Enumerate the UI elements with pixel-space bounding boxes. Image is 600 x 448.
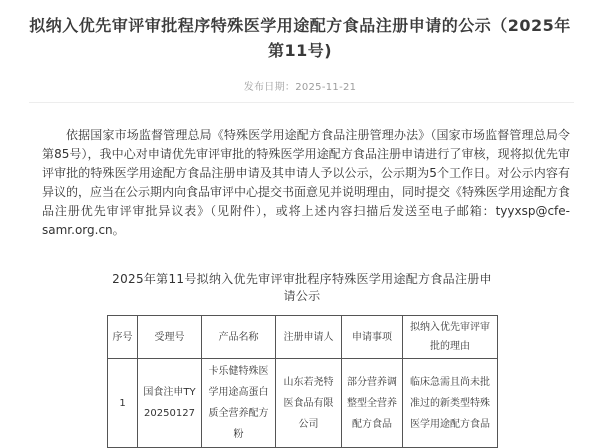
cell-product-name: 卡乐健特殊医学用途高蛋白质全营养配方粉 [202, 359, 276, 448]
table-row [108, 359, 498, 448]
publish-date-value: 2025-11-21 [295, 82, 357, 93]
publish-date-label: 发布日期： [243, 82, 296, 93]
header-divider [29, 102, 574, 103]
col-header-product-name: 产品名称 [202, 316, 276, 359]
col-header-index: 序号 [108, 316, 138, 359]
table-caption: 2025年第11号拟纳入优先审评审批程序特殊医学用途配方食品注册申请公示 [112, 272, 492, 303]
cell-applicant: 山东若尧特医食品有限公司 [276, 359, 342, 448]
page-title: 拟纳入优先审评审批程序特殊医学用途配方食品注册申请的公示（2025年第11号) [29, 16, 571, 60]
col-header-acceptance-no: 受理号 [138, 316, 202, 359]
col-header-applicant: 注册申请人 [276, 316, 342, 359]
cell-application: 部分营养调整型全营养配方食品 [342, 359, 403, 448]
col-header-reason: 拟纳入优先审评审批的理由 [403, 316, 498, 359]
cell-reason: 临床急需且尚未批准过的新类型特殊医学用途配方食品 [403, 359, 498, 448]
publish-date-row [0, 78, 600, 93]
cell-index: 1 [108, 359, 138, 448]
table-header-row [108, 316, 498, 359]
announcement-table [107, 315, 498, 448]
table-section [107, 270, 497, 448]
cell-acceptance-no: 国食注申TY20250127 [138, 359, 202, 448]
col-header-application: 申请事项 [342, 316, 403, 359]
announcement-page [0, 13, 600, 440]
announcement-body: 依据国家市场监督管理总局《特殊医学用途配方食品注册管理办法》（国家市场监督管理总局令第85号），我中心对申请优先审评审批的特殊医学用途配方食品注册申请进行了审核，现将拟优先审评审批的特殊医学用途配方食品注册申请及其申请人予以公示，公示期为5个工作日。对公示内容有异议的，应当在公示期内向食品审评中心提交书面意见并说明理由，同时提交《特殊医学用途配方食品注册优先审评审批异议表》（见附件），或将上述内容扫描后发送至电子邮箱：tyyxsp@cfe-samr.org.cn。 [42, 128, 571, 237]
